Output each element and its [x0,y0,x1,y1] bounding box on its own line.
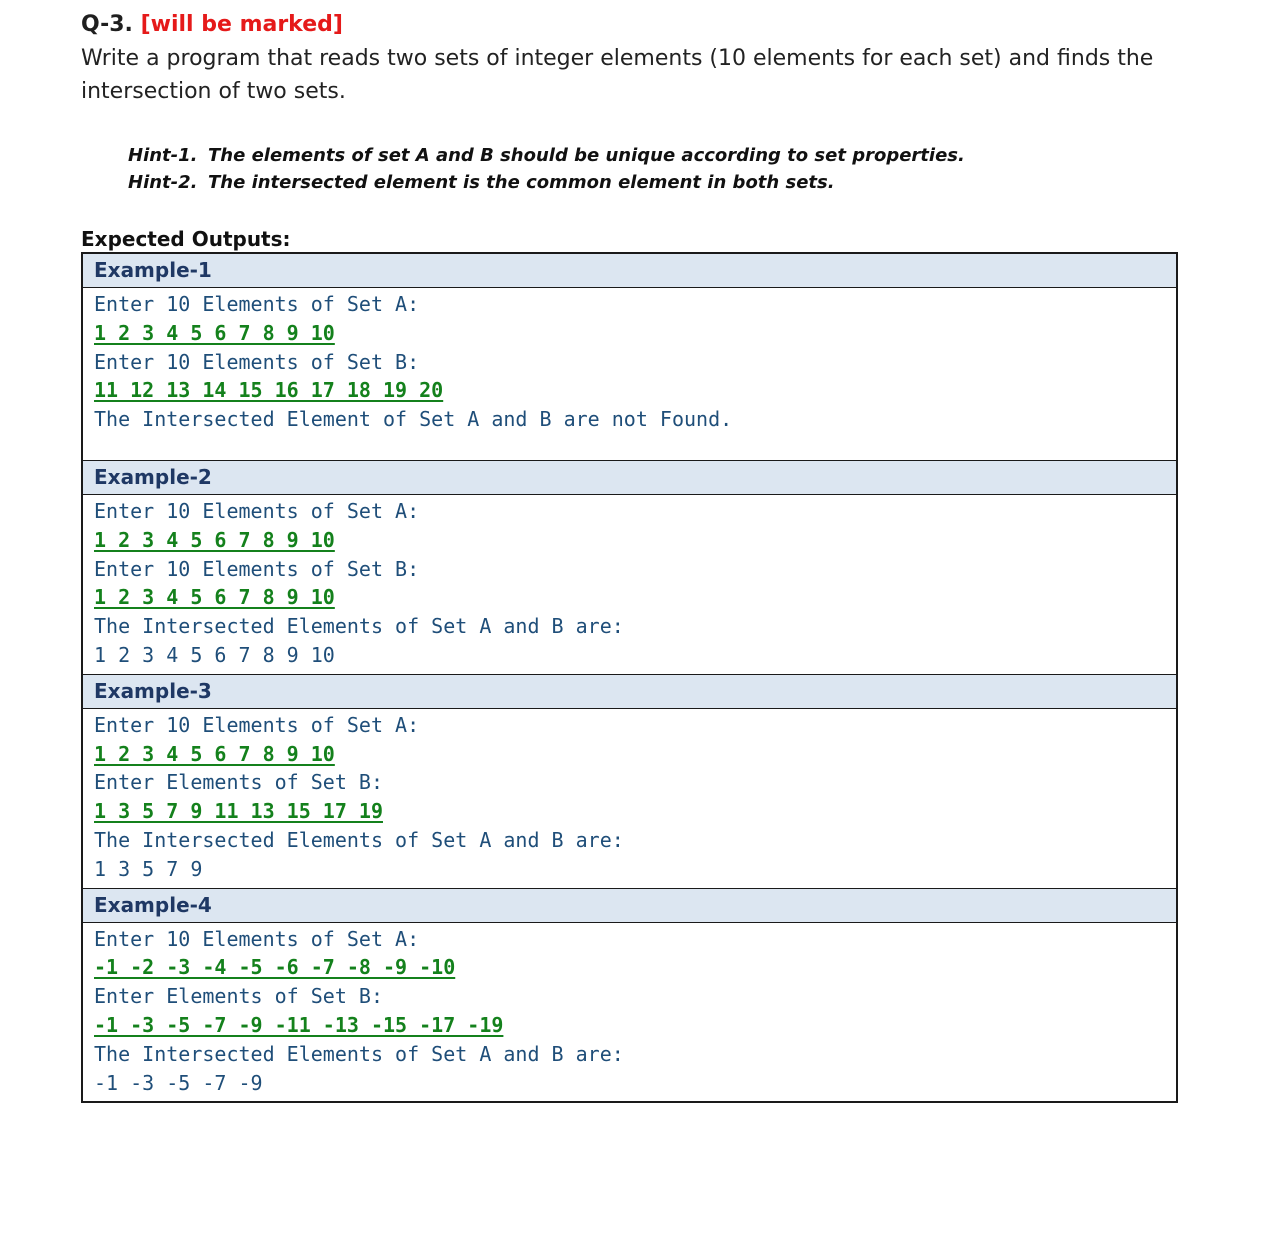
prompt-line: Enter 10 Elements of Set A: [94,292,420,316]
hints-list [128,142,1181,196]
example-output [83,495,1176,675]
prompt-line: Enter 10 Elements of Set A: [94,498,420,523]
example-title: Example-1 [83,254,1176,288]
user-input-line: 1 2 3 4 5 6 7 8 9 10 [94,585,335,610]
example-title: Example-4 [83,889,1176,923]
examples-table [81,252,1178,1103]
prompt-line: Enter 10 Elements of Set A: [94,712,420,737]
user-input-line: -1 -2 -3 -4 -5 -6 -7 -8 -9 -10 [94,955,456,980]
prompt-line: The Intersected Elements of Set A and B are: [94,1041,624,1066]
user-input-line: -1 -3 -5 -7 -9 -11 -13 -15 -17 -19 [94,1012,504,1037]
user-input-line: 1 3 5 7 9 11 13 15 17 19 [94,799,383,824]
hint-2 [128,169,1181,196]
prompt-line: Enter Elements of Set B: [94,984,383,1009]
example-block [83,675,1176,889]
prompt-line: The Intersected Elements of Set A and B are: [94,614,624,639]
hint-label: Hint-1. [128,145,198,166]
expected-outputs-heading: Expected Outputs: [81,227,291,251]
spacer [94,434,1165,456]
prompt-line: Enter 10 Elements of Set A: [94,926,420,951]
user-input-line: 1 2 3 4 5 6 7 8 9 10 [94,527,335,552]
hint-1 [128,142,1181,169]
user-input-line: 1 2 3 4 5 6 7 8 9 10 [94,741,335,766]
prompt-line: The Intersected Elements of Set A and B are: [94,827,624,852]
example-output [83,923,1176,1102]
hint-label: Hint-2. [128,172,198,193]
example-block [83,461,1176,675]
example-block [83,254,1176,461]
marked-label: [will be marked] [140,12,343,37]
example-output [83,288,1176,461]
hint-text: The elements of set A and B should be unique according to set properties. [208,145,965,166]
hint-text: The intersected element is the common element in both sets. [208,172,835,193]
prompt-line: Enter 10 Elements of Set B: [94,556,420,581]
user-input-line: 11 12 13 14 15 16 17 18 19 20 [94,378,444,403]
prompt-line: The Intersected Element of Set A and B are not Found. [94,407,733,432]
question-number: Q-3. [81,12,133,37]
example-title: Example-3 [83,675,1176,709]
question-heading [81,10,1181,40]
result-line: -1 -3 -5 -7 -9 [94,1070,263,1095]
result-line: 1 3 5 7 9 [94,856,203,881]
example-output [83,709,1176,889]
document-page [81,10,1181,1103]
example-block [83,889,1176,1102]
example-title: Example-2 [83,461,1176,495]
prompt-line: Enter Elements of Set B: [94,770,383,795]
prompt-line: Enter 10 Elements of Set B: [94,349,420,374]
result-line: 1 2 3 4 5 6 7 8 9 10 [94,642,335,667]
user-input-line: 1 2 3 4 5 6 7 8 9 10 [94,320,335,345]
question-text: Write a program that reads two sets of integer elements (10 elements for each set) and finds the intersection of two sets. [81,46,1154,104]
